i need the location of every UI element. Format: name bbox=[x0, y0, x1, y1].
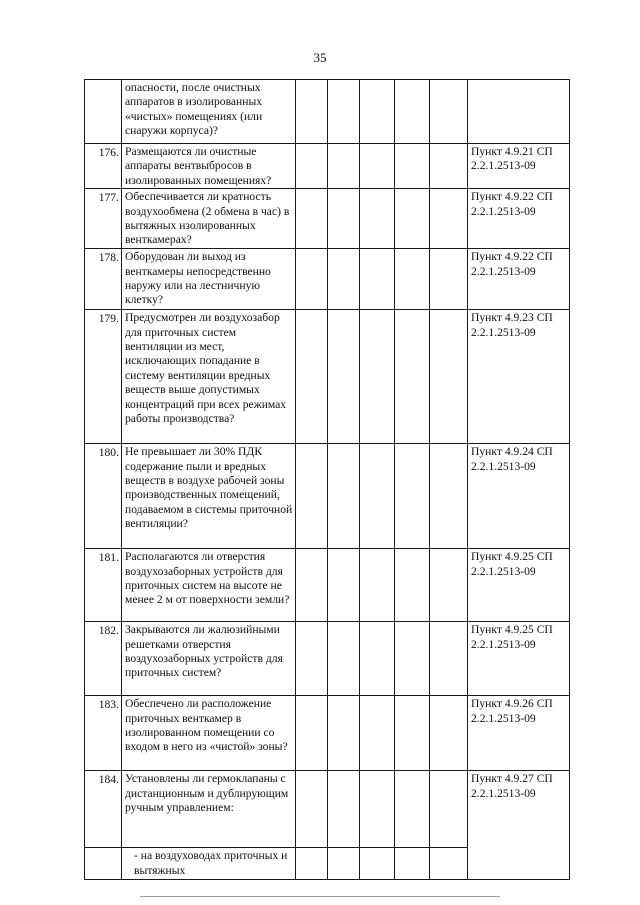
answer-cell bbox=[430, 549, 468, 622]
checklist-table bbox=[84, 79, 570, 880]
reference-text: Пункт 4.9.24 СП 2.2.1.2513-09 bbox=[468, 444, 570, 549]
answer-cell bbox=[430, 310, 468, 444]
answer-cell bbox=[296, 622, 328, 696]
question-text: Установлены ли гермоклапаны с дистанционным и дублирующим ручным управлением: bbox=[122, 771, 296, 848]
answer-cell bbox=[360, 549, 395, 622]
question-text: опасности, после очистных аппаратов в изолированных «чистых» помещениях (или снаружи корпуса)? bbox=[122, 80, 296, 144]
question-text: Располагаются ли отверстия воздухозаборных устройств для приточных систем на высоте не менее 2 м от поверхности земли? bbox=[122, 549, 296, 622]
table-row bbox=[85, 310, 570, 444]
question-text: Размещаются ли очистные аппараты вентвыбросов в изолированных помещениях? bbox=[122, 144, 296, 189]
row-number: 181. bbox=[85, 549, 122, 622]
reference-text: Пункт 4.9.22 СП 2.2.1.2513-09 bbox=[468, 249, 570, 310]
answer-cell bbox=[395, 848, 430, 880]
reference-text bbox=[468, 80, 570, 144]
question-text: Обеспечивается ли кратность воздухообмена (2 обмена в час) в вытяжных изолированных венткамерах? bbox=[122, 189, 296, 249]
answer-cell bbox=[395, 144, 430, 189]
question-text: Не превышает ли 30% ПДК содержание пыли и вредных веществ в воздухе рабочей зоны производственных помещений, подаваемом в системы приточной вентиляции? bbox=[122, 444, 296, 549]
question-text: Обеспечено ли расположение приточных венткамер в изолированном помещении со входом в него из «чистой» зоны? bbox=[122, 696, 296, 771]
answer-cell bbox=[395, 549, 430, 622]
answer-cell bbox=[296, 696, 328, 771]
answer-cell bbox=[395, 444, 430, 549]
reference-text: Пункт 4.9.25 СП 2.2.1.2513-09 bbox=[468, 622, 570, 696]
row-number: 177. bbox=[85, 189, 122, 249]
answer-cell bbox=[395, 310, 430, 444]
answer-cell bbox=[360, 144, 395, 189]
answer-cell bbox=[395, 771, 430, 848]
reference-text: Пункт 4.9.27 СП 2.2.1.2513-09 bbox=[468, 771, 570, 880]
answer-cell bbox=[430, 848, 468, 880]
table-row bbox=[85, 622, 570, 696]
page-number: 35 bbox=[313, 50, 327, 65]
answer-cell bbox=[296, 848, 328, 880]
reference-text: Пункт 4.9.22 СП 2.2.1.2513-09 bbox=[468, 189, 570, 249]
answer-cell bbox=[430, 444, 468, 549]
question-text: - на воздуховодах приточных и вытяжных bbox=[122, 848, 296, 880]
answer-cell bbox=[296, 771, 328, 848]
row-number: 176. bbox=[85, 144, 122, 189]
reference-text: Пункт 4.9.26 СП 2.2.1.2513-09 bbox=[468, 696, 570, 771]
answer-cell bbox=[360, 771, 395, 848]
answer-cell bbox=[328, 249, 360, 310]
answer-cell bbox=[296, 249, 328, 310]
row-number: 182. bbox=[85, 622, 122, 696]
answer-cell bbox=[430, 696, 468, 771]
answer-cell bbox=[360, 696, 395, 771]
answer-cell bbox=[430, 249, 468, 310]
reference-text: Пункт 4.9.25 СП 2.2.1.2513-09 bbox=[468, 549, 570, 622]
reference-text: Пункт 4.9.23 СП 2.2.1.2513-09 bbox=[468, 310, 570, 444]
table-row bbox=[85, 80, 570, 144]
row-number: 184. bbox=[85, 771, 122, 848]
answer-cell bbox=[395, 80, 430, 144]
table-row bbox=[85, 549, 570, 622]
answer-cell bbox=[395, 249, 430, 310]
answer-cell bbox=[360, 310, 395, 444]
answer-cell bbox=[360, 249, 395, 310]
answer-cell bbox=[328, 622, 360, 696]
answer-cell bbox=[296, 310, 328, 444]
answer-cell bbox=[328, 848, 360, 880]
scan-edge-line bbox=[140, 896, 500, 897]
answer-cell bbox=[328, 771, 360, 848]
answer-cell bbox=[360, 622, 395, 696]
answer-cell bbox=[328, 444, 360, 549]
table-row bbox=[85, 696, 570, 771]
row-number: 179. bbox=[85, 310, 122, 444]
answer-cell bbox=[296, 444, 328, 549]
row-number: 178. bbox=[85, 249, 122, 310]
answer-cell bbox=[430, 80, 468, 144]
answer-cell bbox=[328, 80, 360, 144]
answer-cell bbox=[296, 549, 328, 622]
question-text: Оборудован ли выход из венткамеры непосредственно наружу или на лестничную клетку? bbox=[122, 249, 296, 310]
answer-cell bbox=[328, 549, 360, 622]
answer-cell bbox=[328, 310, 360, 444]
answer-cell bbox=[296, 144, 328, 189]
table-row bbox=[85, 144, 570, 189]
reference-text: Пункт 4.9.21 СП 2.2.1.2513-09 bbox=[468, 144, 570, 189]
answer-cell bbox=[430, 189, 468, 249]
question-text: Закрываются ли жалюзийными решетками отверстия воздухозаборных устройств для приточных систем? bbox=[122, 622, 296, 696]
answer-cell bbox=[395, 696, 430, 771]
answer-cell bbox=[328, 144, 360, 189]
answer-cell bbox=[430, 622, 468, 696]
row-number: 180. bbox=[85, 444, 122, 549]
answer-cell bbox=[360, 444, 395, 549]
answer-cell bbox=[296, 189, 328, 249]
answer-cell bbox=[395, 622, 430, 696]
table-row bbox=[85, 249, 570, 310]
answer-cell bbox=[360, 189, 395, 249]
table-row bbox=[85, 444, 570, 549]
answer-cell bbox=[296, 80, 328, 144]
question-text: Предусмотрен ли воздухозабор для приточных систем вентиляции из мест, исключающих попадание в систему вентиляции вредных веществ выше допустимых концентраций при всех режимах работы производства? bbox=[122, 310, 296, 444]
table-row bbox=[85, 189, 570, 249]
answer-cell bbox=[328, 189, 360, 249]
table-row bbox=[85, 771, 570, 848]
answer-cell bbox=[360, 80, 395, 144]
answer-cell bbox=[328, 696, 360, 771]
answer-cell bbox=[395, 189, 430, 249]
row-number bbox=[85, 848, 122, 880]
answer-cell bbox=[430, 144, 468, 189]
answer-cell bbox=[430, 771, 468, 848]
answer-cell bbox=[360, 848, 395, 880]
row-number bbox=[85, 80, 122, 144]
row-number: 183. bbox=[85, 696, 122, 771]
